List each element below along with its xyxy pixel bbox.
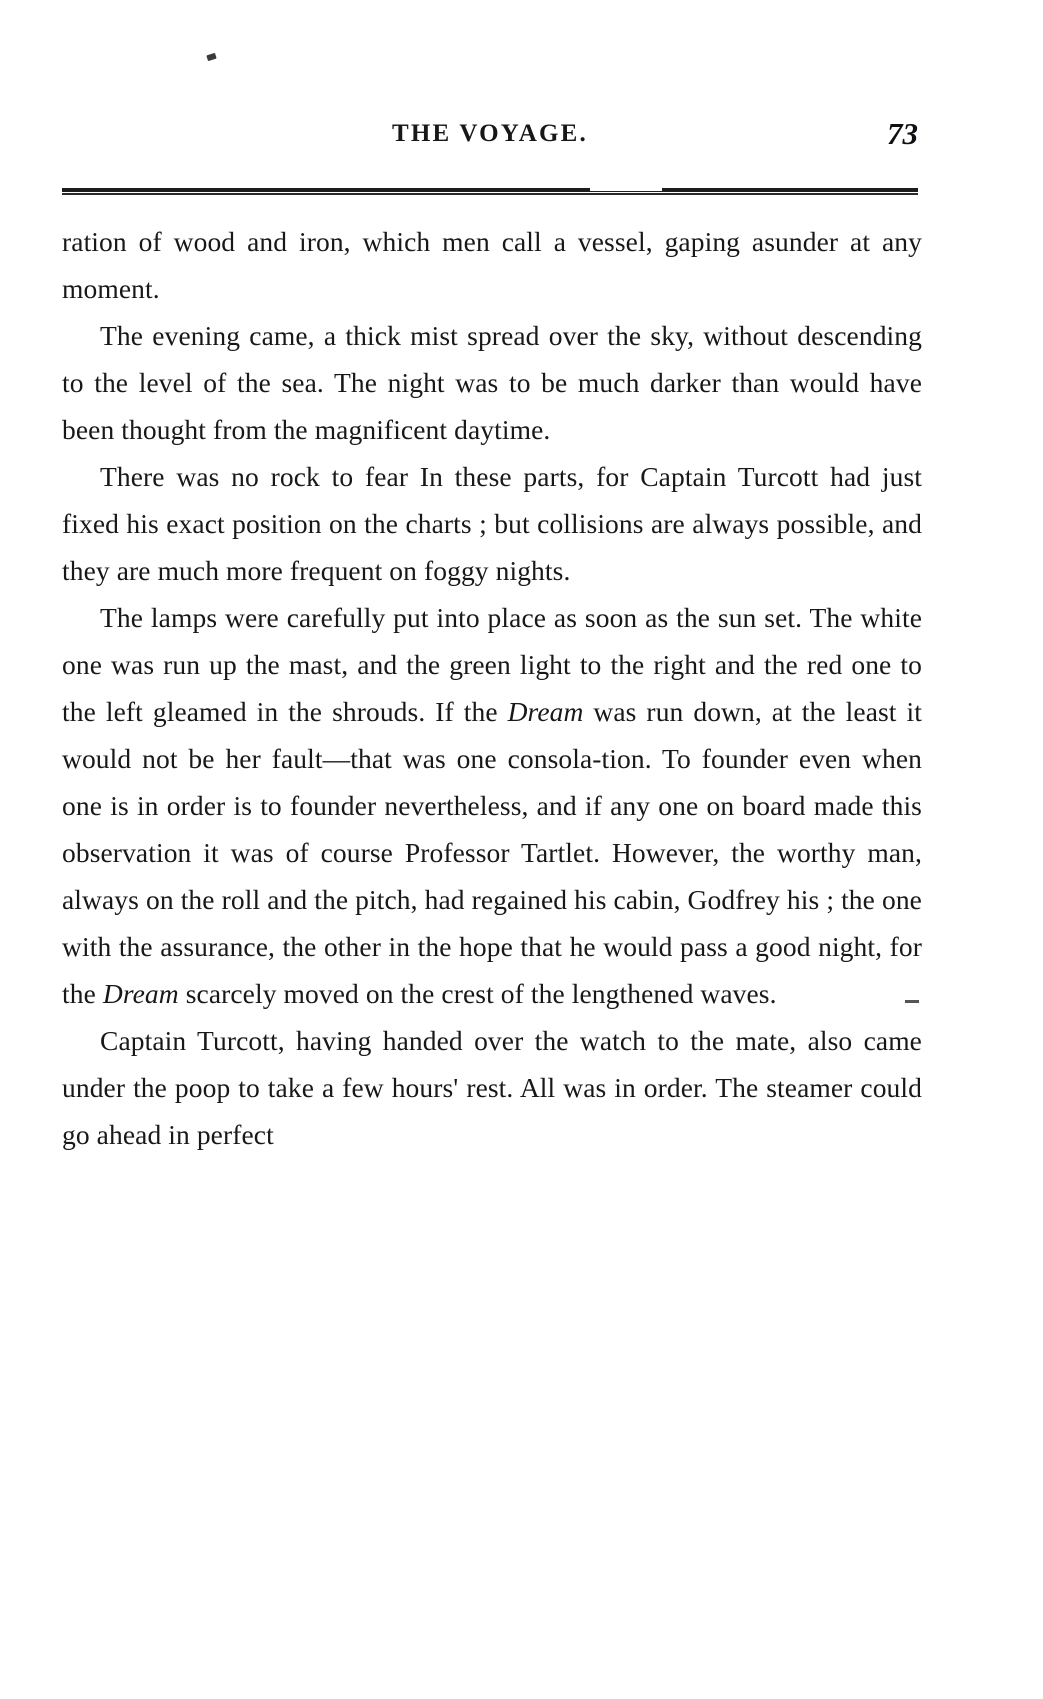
para-captain [62, 1017, 922, 1158]
text-run: scarcely moved on the crest of the lengthened waves. [178, 978, 777, 1009]
body-text [62, 218, 922, 1158]
text-run: There was no rock to fear In these parts, for Captain Turcott had just fixed his exact position on the charts ; but collisions are always possible, and they are much more frequent on foggy nights. [62, 461, 922, 586]
header-rule-secondary [62, 193, 918, 195]
ink-speck [206, 53, 216, 61]
text-run: Captain Turcott, having handed over the watch to the mate, also came under the poop to take a few hours' rest. All was in order. The steamer could go ahead in perfect [62, 1025, 922, 1150]
running-title: THE VOYAGE. [392, 120, 588, 147]
text-run: ration of wood and iron, which men call a vessel, gaping asunder at any moment. [62, 226, 922, 304]
page-header [62, 116, 918, 172]
para-continued [62, 218, 922, 312]
italic-title: Dream [507, 696, 584, 727]
text-run: The lamps were carefully put into place as soon as the sun set. The white one was run up the mast, and the green light to the right and the red one to the left gleamed in the shrouds. If the [62, 602, 922, 727]
text-run: The evening came, a thick mist spread over the sky, without descending to the level of the sea. The night was to be much darker than would have been thought from the magnificent daytime. [62, 320, 922, 445]
para-rock [62, 453, 922, 594]
page-number: 73 [887, 116, 918, 151]
margin-dash [905, 1000, 919, 1003]
para-lamps [62, 594, 922, 1017]
italic-title: Dream [102, 978, 179, 1009]
para-evening [62, 312, 922, 453]
text-run: was run down, at the least it would not be her fault—that was one consola-tion. To founder even when one is in order is to founder nevertheless, and if any one on board made this observation it was of course Professor Tartlet. However, the worthy man, always on the roll and the pitch, had regained his cabin, Godfrey his ; the one with the assurance, the other in the hope that he would pass a good night, for the [62, 696, 922, 1009]
header-rule [62, 188, 918, 192]
header-rule-break [590, 186, 662, 191]
